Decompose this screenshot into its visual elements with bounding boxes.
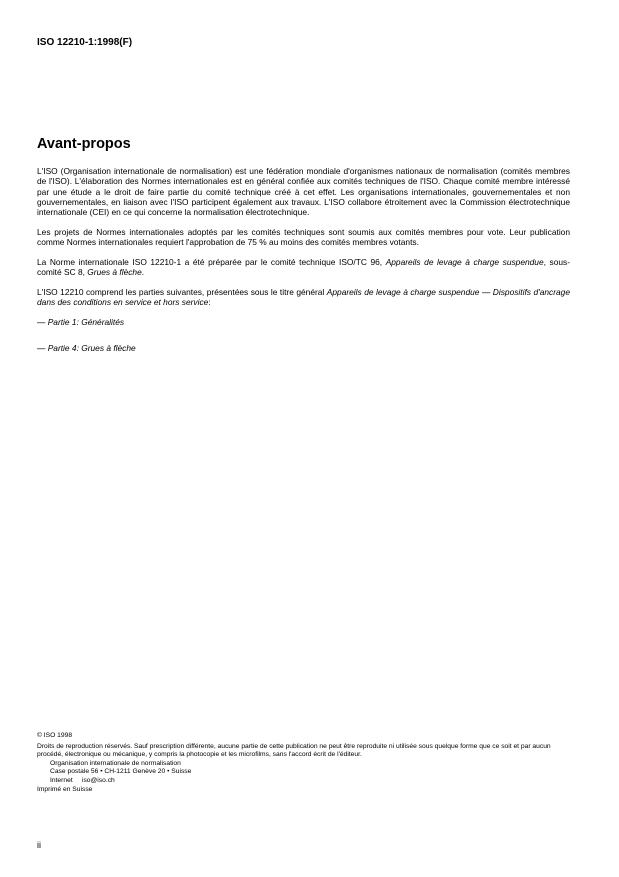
part-1-label: — Partie 1: Généralités (37, 317, 125, 328)
text-run: , sous-comité SC 8, (37, 257, 570, 278)
committee-title: Appareils de levage à charge suspendue (385, 257, 544, 268)
text-run: La Norme internationale ISO 12210-1 a été préparée par le comité technique ISO/TC 96, (37, 257, 386, 268)
org-address: Case postale 56 • CH-1211 Genève 20 • Suisse (50, 768, 192, 776)
foreword-body (37, 166, 570, 368)
general-title: Appareils de levage à charge suspendue — Dispositifs d'ancrage dans des conditions en service et hors service (37, 287, 570, 308)
org-internet: Internet iso@iso.ch (50, 776, 115, 784)
document-id: ISO 12210-1:1998(F) (37, 37, 133, 48)
paragraph-iso-intro: L'ISO (Organisation internationale de normalisation) est une fédération mondiale d'organismes nationaux de normalisation (comités membres de l'ISO). L'élaboration des Normes internationales est en général confiée aux comités techniques de l'ISO. Chaque comité membre intéressé par une étude a le droit de faire partie du comité technique créé à cet effet. Les organisations internationales, gouvernementales et non gouvernementales, en liaison avec l'ISO participent également aux travaux. L'ISO collabore étroitement avec la Commission électrotechnique internationale (CEI) en ce qui concerne la normalisation électrotechnique. (37, 166, 570, 218)
text-run: : (208, 297, 211, 308)
text-run: . (141, 267, 145, 278)
list-item-part-1 (37, 317, 570, 327)
part-4-label: — Partie 4: Grues à flèche (37, 342, 136, 353)
printed-in: Imprimé en Suisse (37, 785, 93, 793)
org-name: Organisation internationale de normalisation (50, 759, 181, 767)
subcommittee-title: Grues à flèche (87, 267, 142, 278)
copyright-line: © ISO 1998 (37, 732, 73, 739)
paragraph-preparation (37, 257, 570, 278)
paragraph-voting: Les projets de Normes internationales adoptés par les comités techniques sont soumis aux comités membres pour vote. Leur publication comme Normes internationales requiert l'approbation de 75 % au moins des comités membres votants. (37, 226, 570, 248)
foreword-title: Avant-propos (37, 136, 131, 152)
page-number: ii (37, 840, 41, 850)
rights-notice: Droits de reproduction réservés. Sauf prescription différente, aucune partie de cette publication ne peut être reproduite ni utilisée sous quelque forme que ce soit et par aucun procédé, électronique ou mécanique, y compris la photocopie et les microfilms, sans l'accord écrit de l'éditeur. (37, 742, 551, 759)
list-item-part-4 (37, 343, 570, 353)
copyright-footer (37, 732, 577, 794)
text-run: L'ISO 12210 comprend les parties suivantes, présentées sous le titre général (37, 287, 327, 298)
paragraph-parts-intro (37, 287, 570, 308)
